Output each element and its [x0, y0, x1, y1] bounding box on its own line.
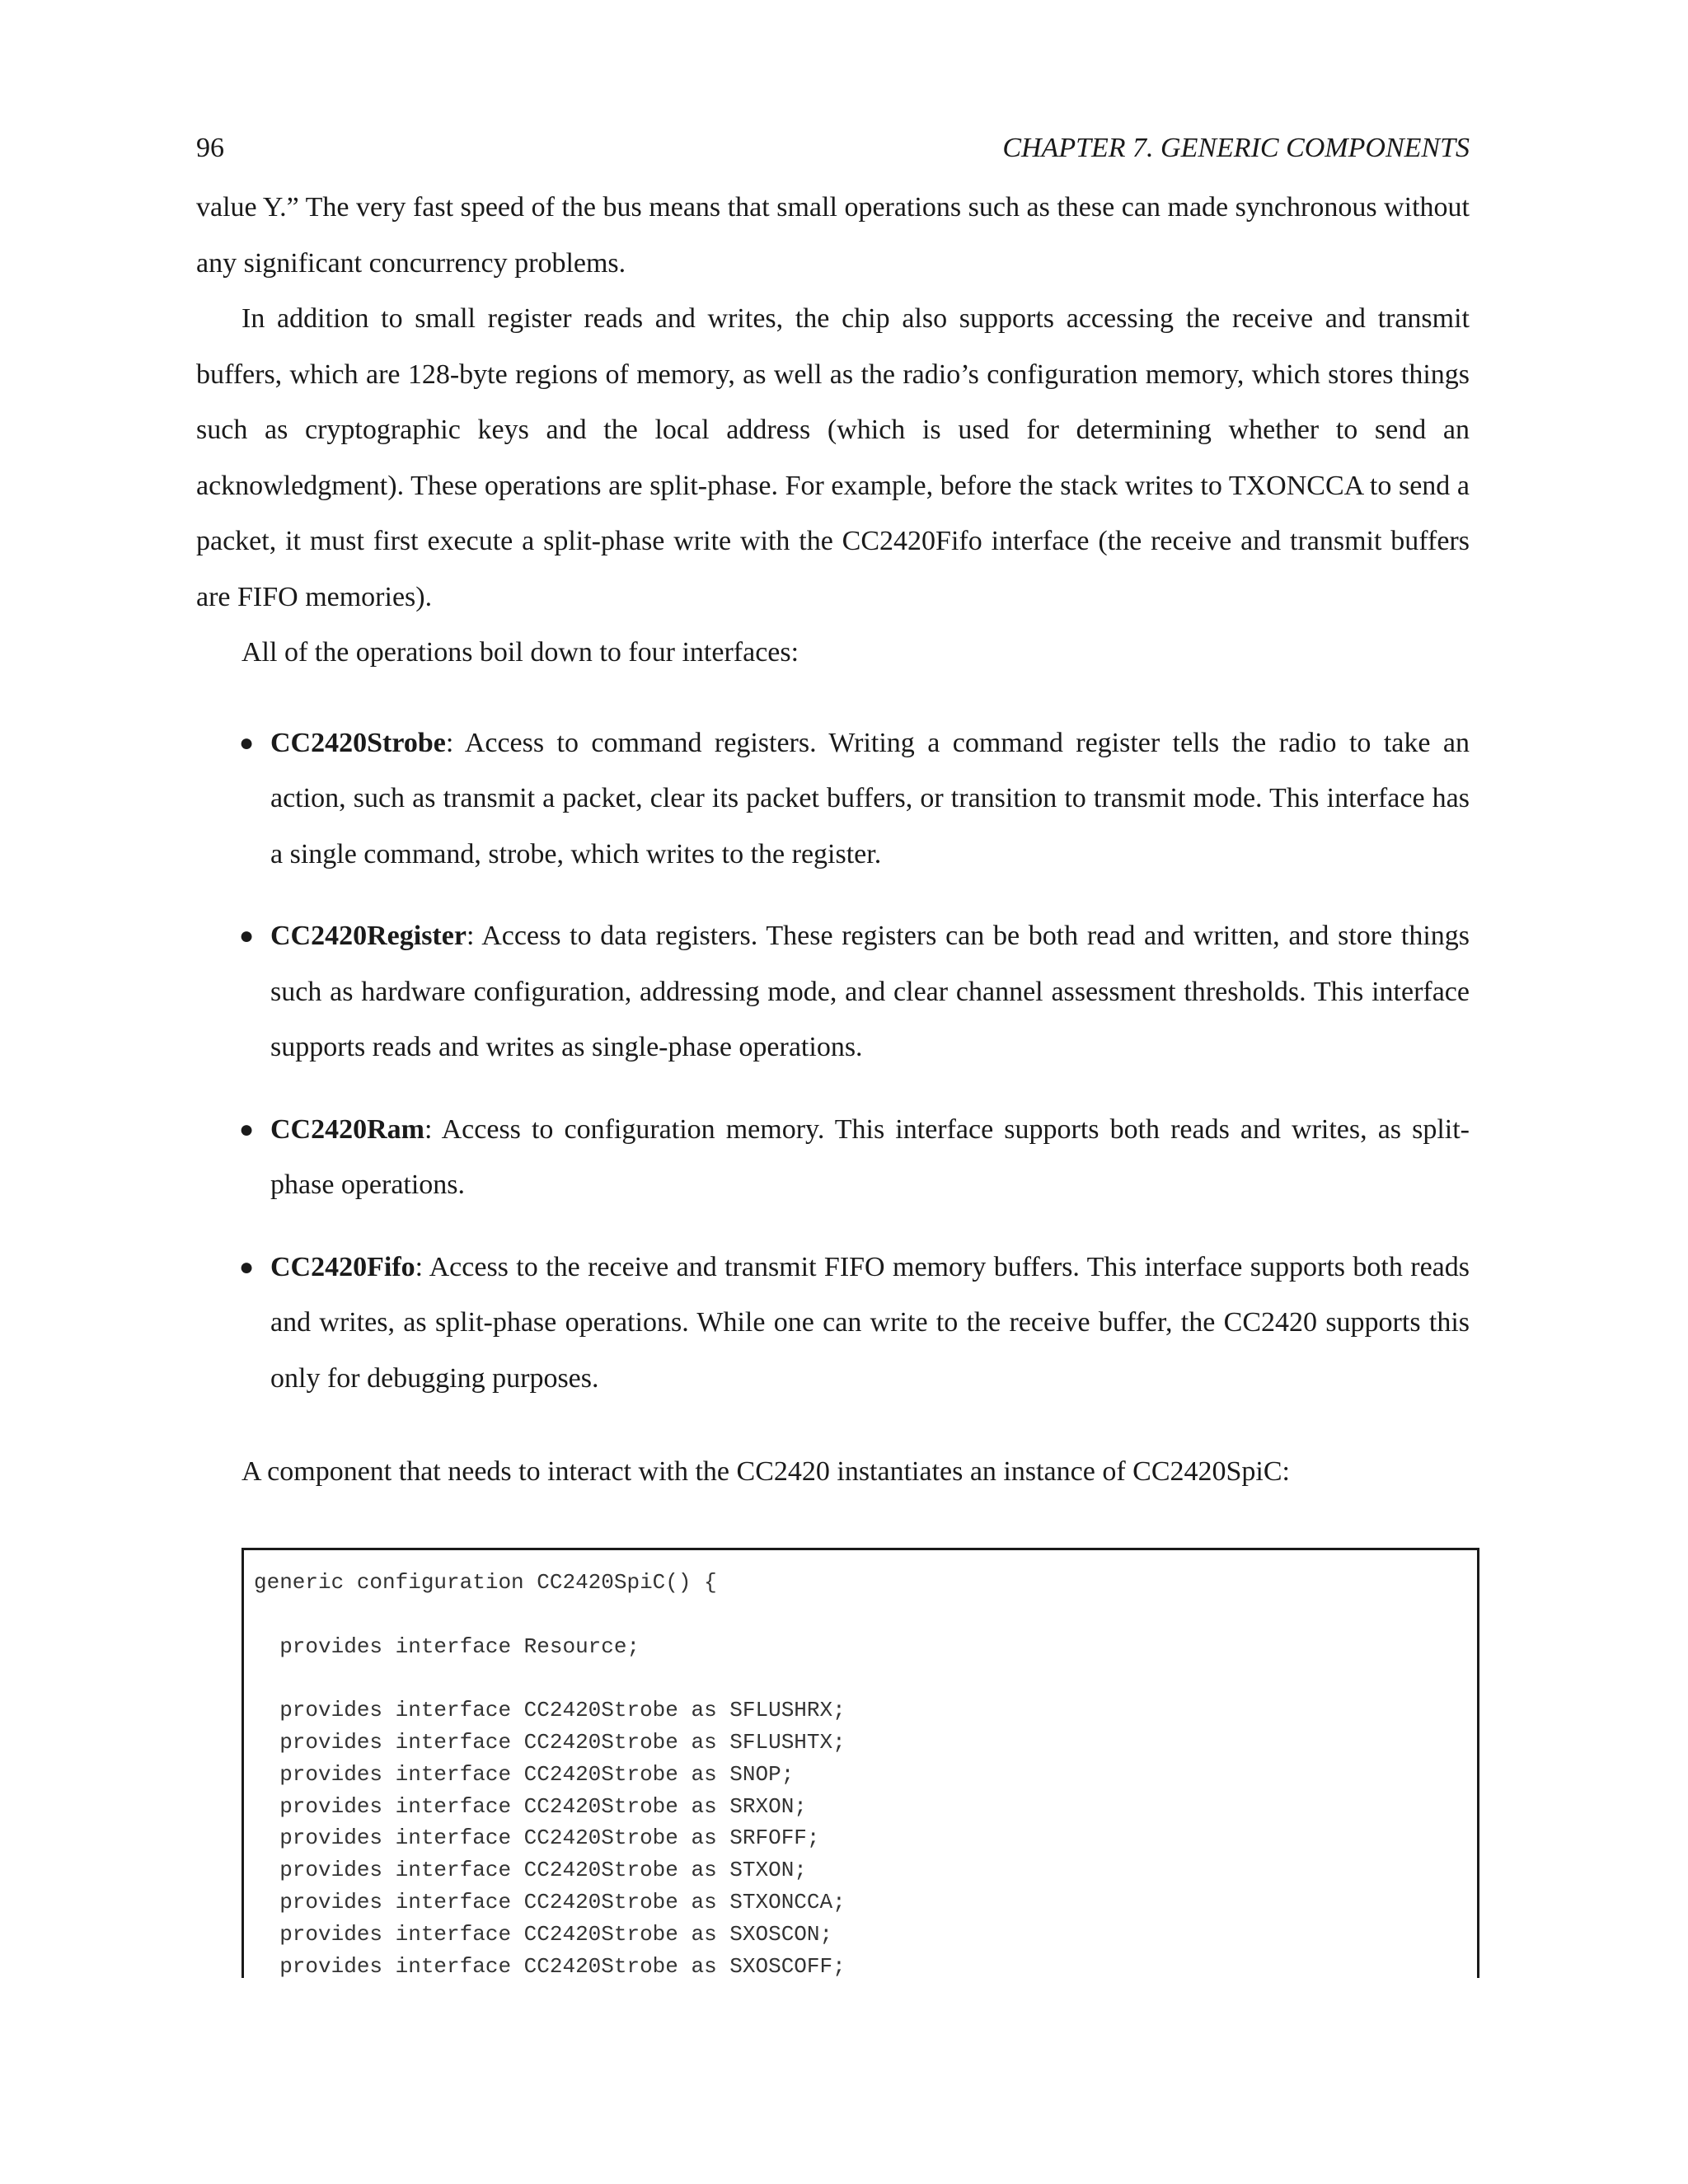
code-line: provides interface CC2420Strobe as SFLUSHRX; [254, 1698, 846, 1723]
paragraph: In addition to small register reads and writes, the chip also supports accessing the receive and transmit buffers, which are 128-byte regions of memory, as well as the radio’s configuration memory, which stores things such as cryptographic keys and the local address (which is used for determining whether to send an acknowledgment). These operations are split-phase. For example, before the stack writes to TXONCCA to send a packet, it must first execute a split-phase write with the CC2420Fifo interface (the receive and transmit buffers are FIFO memories). [196, 303, 1470, 612]
code-line: provides interface CC2420Strobe as SXOSCON; [254, 1921, 833, 1947]
interface-description: : Access to the receive and transmit FIFO memory buffers. This interface supports both reads and writes, as split-phase operations. While one can write to the receive buffer, the CC2420 supports this only for debugging purposes. [270, 1251, 1470, 1394]
page-number: 96 [196, 133, 224, 163]
interface-name: CC2420Ram [270, 1113, 424, 1145]
list-item [196, 715, 1470, 883]
list-item [196, 1102, 1470, 1213]
paragraph: value Y.” The very fast speed of the bus means that small operations such as these can made synchronous without any significant concurrency problems. [196, 192, 1470, 279]
interface-description: : Access to configuration memory. This interface supports both reads and writes, as split-phase operations. [270, 1113, 1470, 1200]
code-line: provides interface CC2420Strobe as SRFOFF; [254, 1825, 820, 1851]
interface-description: : Access to data registers. These registers can be both read and written, and store things such as hardware configuration, addressing mode, and clear channel assessment thresholds. This interface supports reads and writes as single-phase operations. [270, 921, 1470, 1062]
interface-name: CC2420Fifo [270, 1251, 415, 1282]
body-text [196, 180, 1470, 1500]
code-line [254, 1662, 1477, 1694]
list-item [196, 1240, 1470, 1407]
interface-name: CC2420Register [270, 921, 467, 951]
chapter-title: CHAPTER 7. GENERIC COMPONENTS [1002, 133, 1470, 163]
interface-name: CC2420Strobe [270, 727, 446, 758]
page-content [196, 124, 1470, 1500]
code-line: provides interface CC2420Strobe as STXONCCA; [254, 1889, 846, 1915]
code-line: provides interface Resource; [254, 1633, 640, 1659]
code-line: provides interface CC2420Strobe as SRXON; [254, 1793, 807, 1819]
bullet-icon: ● [239, 1115, 255, 1143]
code-line: generic configuration CC2420SpiC() { [254, 1570, 717, 1595]
bullet-icon: ● [239, 922, 255, 949]
interface-description: : Access to command registers. Writing a command register tells the radio to take an action, such as transmit a packet, clear its packet buffers, or transition to transmit mode. This interface has a single command, strobe, which writes to the register. [270, 727, 1470, 869]
code-listing [241, 1548, 1479, 1978]
code-line: provides interface CC2420Strobe as SXOSCOFF; [254, 1953, 846, 1978]
bullet-icon: ● [239, 1253, 255, 1281]
running-head [196, 124, 1470, 173]
code-lead-in: A component that needs to interact with the CC2420 instantiates an instance of CC2420SpiC: [241, 1456, 1290, 1487]
bullet-icon: ● [239, 729, 255, 757]
list-item [196, 908, 1470, 1076]
interface-list [196, 715, 1470, 1407]
code-line: provides interface CC2420Strobe as SFLUSHTX; [254, 1729, 846, 1755]
code-line: provides interface CC2420Strobe as SNOP; [254, 1761, 795, 1787]
code-line [254, 1599, 1477, 1631]
paragraph: All of the operations boil down to four interfaces: [241, 637, 799, 668]
code-line: provides interface CC2420Strobe as STXON; [254, 1858, 807, 1883]
